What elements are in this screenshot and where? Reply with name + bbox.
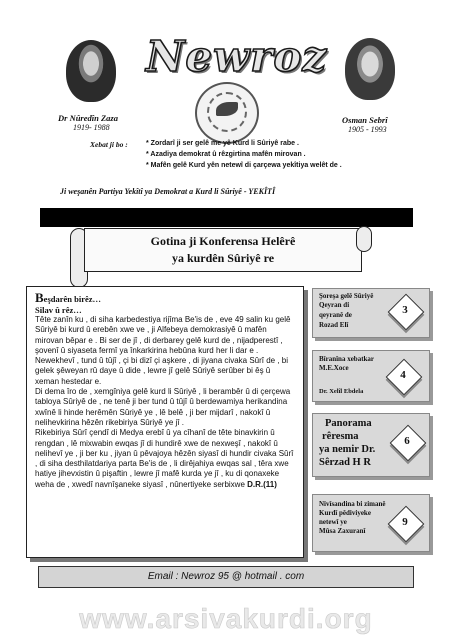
sidebar-item-4-line-1: Nivîsandina bi zimanê: [319, 500, 386, 508]
sidebar-item-3-line-3: ya nemir Dr.: [319, 444, 376, 455]
scroll-curl-right: [356, 226, 372, 252]
right-person-years: 1905 - 1993: [348, 125, 387, 134]
article-greeting: [35, 290, 295, 305]
sidebar-item-1-line-3: qeyranê de: [319, 311, 352, 319]
sidebar-item-3[interactable]: [312, 413, 430, 477]
sidebar-item-3-page: 6: [404, 435, 410, 447]
sidebar-item-3-line-4: Sêrzad H R: [319, 457, 371, 468]
article-signature: D.R.(11): [247, 479, 277, 489]
sidebar-item-4-page: 9: [402, 516, 408, 528]
masthead-divider-bar: [40, 208, 413, 227]
party-line: Ji weşanên Partiya Yekîtî ya Demokrat a Kurd li Sûriyê - YEKÎTÎ: [60, 187, 276, 196]
left-person-years: 1919- 1988: [73, 123, 110, 132]
newroz-logo: Newroz: [146, 32, 328, 81]
sidebar-item-3-line-1: Panorama: [325, 418, 372, 429]
sidebar-item-4-line-4: Mûsa Zaxuranî: [319, 527, 366, 535]
motto-line-1: * Zordarî ji ser gelê me yê Kurd li Sûriyê rabe .: [146, 140, 299, 147]
motto-line-3: * Mafên gelê Kurd yên netewî di çarçewa yekîtiya welêt de .: [146, 162, 342, 169]
article-paragraph-3: Di dema îro de , xemgîniya gelê kurd li Sûriyê , li berambêr û di çerçewa tabloya Sûriyê de , ne tenê ji ber tund û tûjî û berdewamiya herikandina xwînê li hinde herêmên Sûriyê ye , lê belê , ji ber mijdarî , nakokî û nelihevkirina hêzên rikebiriya Sûriyê ye jî .: [35, 387, 291, 427]
portrait-osman-sebri: [345, 38, 395, 100]
sidebar-item-1-line-1: Şoreşa gelê Sûriyê: [319, 292, 374, 300]
sidebar-item-1-page: 3: [402, 304, 408, 316]
article-salutation: Silav û rêz…: [35, 304, 82, 315]
sidebar-item-4[interactable]: [312, 494, 430, 552]
watermark: www.arsivakurdi.org: [79, 603, 373, 634]
sidebar-item-1-line-4: Rozad Elî: [319, 321, 349, 329]
sidebar-item-2-line-1: Bîranîna xebatkar: [319, 355, 375, 363]
headline-line-1: Gotina ji Konferensa Helêrê: [150, 234, 296, 248]
article-paragraph-4-text: Rikebiriya Sûrî çendî di Medya erebî û ya cîhanî de tête binavkirin û rengdan , lê mixwabin ewqas jî di hundirê xwe de nexweşî , nakokî û nelihevî ye , ji ber ku , jiyan û pêvajoya hêzên siyasî di hundir civaka Sûrî , di siha desthilatdariya parta Be'is de , li dirêjahiya ewqas sal , têra xwe hatiye jihevxistin û pişaftin , lewre jî mafê kurda ye jî , ku di qonaxeke weha de , xwedî navnîşaneke siyasî , nûnertiyeke serbixwe: [35, 428, 294, 489]
article-greeting-rest: eşdarên birêz…: [43, 294, 102, 304]
sidebar-item-2-line-2: M.E.Xoce: [319, 364, 349, 372]
article-dropcap: B: [35, 290, 44, 305]
portrait-nuredin-zaza: [66, 40, 116, 102]
left-person-name: Dr Nûredîn Zaza: [58, 113, 118, 123]
newroz-emblem-icon: [195, 82, 259, 144]
sidebar-item-2-author: Dr. Xelîl Ebdela: [319, 388, 364, 395]
article-paragraph-2: Newekhevî , tund û tûjî , çi bi dizî çi aşkere , di jiyana civaka Sûrî de , bi gelek şêweyan rû daye û dide , lewre jî gelê Sûriyê serûber bi êş û xeman hestedar e.: [35, 356, 289, 386]
motto-line-2: * Azadiya demokrat û rêzgirtina mafên mirovan .: [146, 151, 306, 158]
sidebar-item-2[interactable]: [312, 350, 430, 402]
email-bar: Email : Newroz 95 @ hotmail . com: [38, 566, 414, 588]
right-person-name: Osman Sebrî: [342, 115, 388, 125]
sidebar-item-1-line-2: Qeyran di: [319, 301, 350, 309]
article-paragraph-4: [35, 428, 295, 490]
article-paragraph-1: Tête zanîn ku , di siha karbedestiya rijîma Be'is de , eve 49 salin ku gelê Sûriyê bi kurd û erebên xwe ve , ji Alfebeya demokrasiyê û mafên mirovan bêpar e . Bi ser de jî , di derbarey gelê kurd de , nijadperestî , şovenî û siyaseta fermî ya înkarkirina hebûna kurd her li dar e .: [35, 315, 291, 355]
sidebar-item-2-page: 4: [400, 369, 406, 381]
sidebar-item-1[interactable]: [312, 288, 430, 338]
main-article: [26, 286, 304, 558]
sidebar-item-4-line-2: Kurdî pêdiviyeke: [319, 509, 371, 517]
motto-label: Xebat ji bo :: [90, 140, 128, 149]
sidebar-item-4-line-3: netewî ye: [319, 518, 347, 526]
sidebar-item-3-line-2: rêresma: [322, 431, 359, 442]
headline-line-2: ya kurdên Sûriyê re: [171, 251, 275, 265]
